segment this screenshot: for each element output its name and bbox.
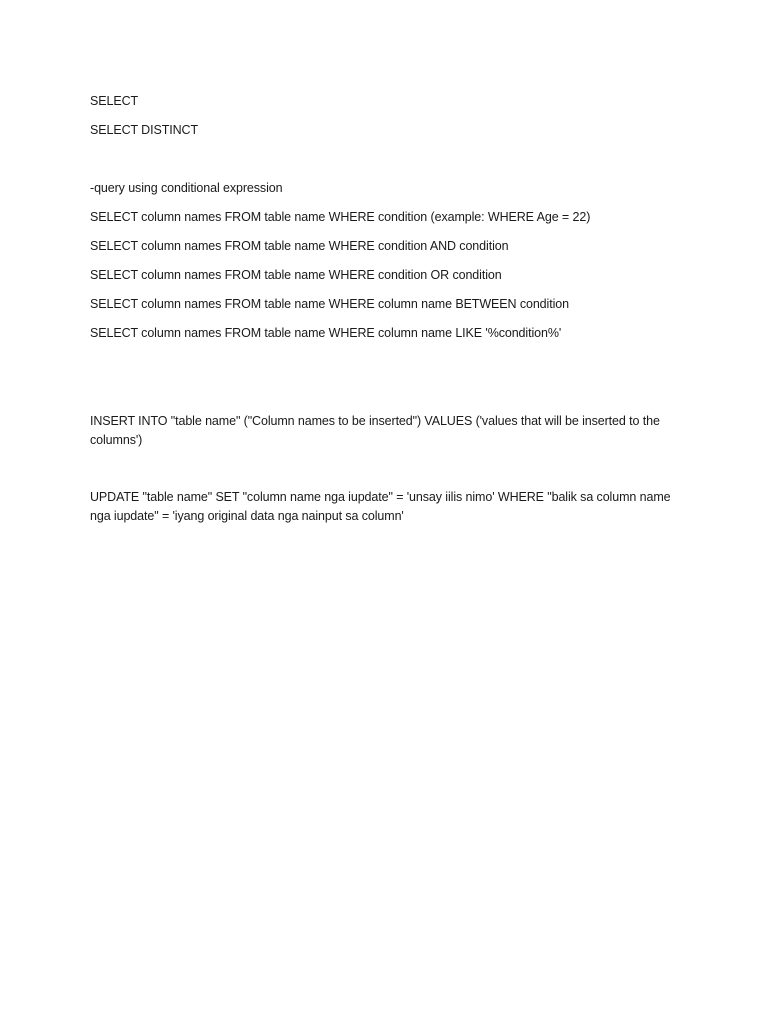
select-distinct-line: SELECT DISTINCT [90,123,199,137]
conditional-expression-heading: -query using conditional expression [90,181,283,195]
select-where-and-line: SELECT column names FROM table name WHERE condition AND condition [90,239,509,253]
update-set-paragraph: UPDATE "table name" SET "column name nga iupdate" = 'unsay iilis nimo' WHERE "balik sa column name nga iupdate" = 'iyang original data nga nainput sa column' [90,490,671,523]
select-line: SELECT [90,94,139,108]
select-where-between-line: SELECT column names FROM table name WHERE column name BETWEEN condition [90,297,569,311]
select-where-like-line: SELECT column names FROM table name WHERE column name LIKE '%condition%' [90,326,562,340]
select-where-example-line: SELECT column names FROM table name WHERE condition (example: WHERE Age = 22) [90,210,591,224]
select-where-or-line: SELECT column names FROM table name WHERE condition OR condition [90,268,502,282]
insert-into-paragraph: INSERT INTO "table name" ("Column names to be inserted") VALUES ('values that will be inserted to the columns') [90,414,660,447]
